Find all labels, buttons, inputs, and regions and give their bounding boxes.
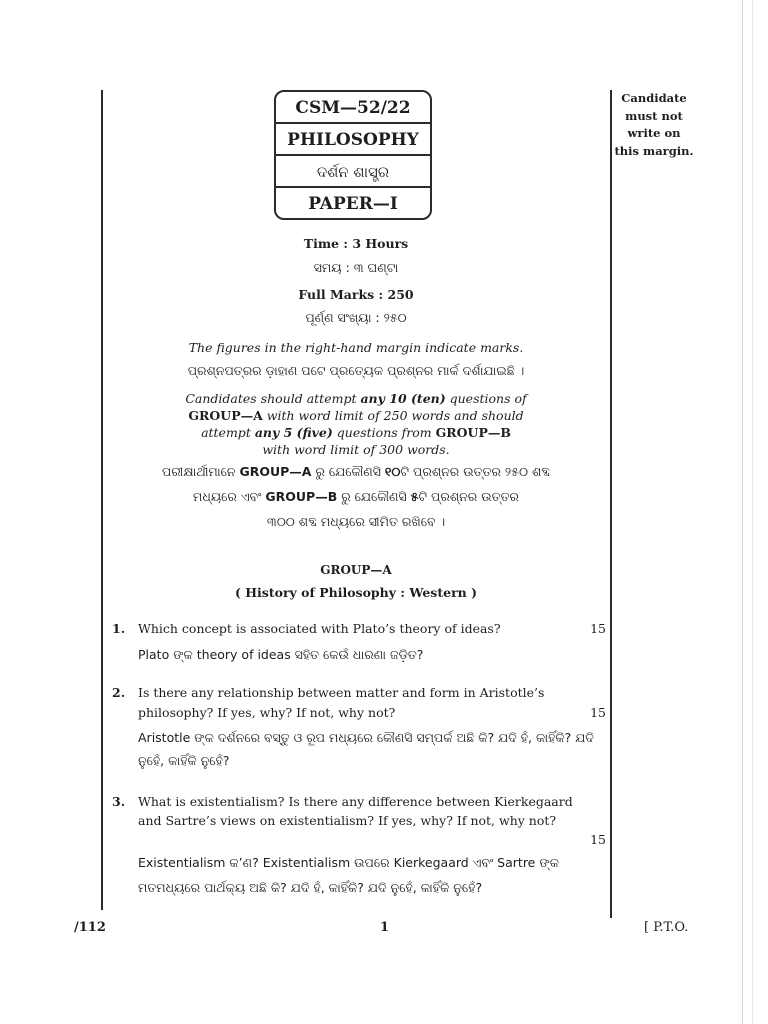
odia-text: ମଧ୍ୟରେ ଏବଂ [193,489,266,504]
odia-text: ଟି ପ୍ରଶ୍ନର ଉତ୍ତର [418,489,519,504]
margin-note-line: write on [627,126,681,140]
attempt-odia-line-3: ୩୦୦ ଶବ୍ଦ ମଧ୍ୟରେ ସୀମିତ ରଖିବେ । [266,514,446,529]
margin-note-line: Candidate [621,91,687,105]
time-en: Time : 3 Hours [303,236,409,251]
question-marks: 15 [590,705,606,720]
figures-note-odia: ପ୍ରଶ୍ନପତ୍ରର ଡ଼ାହାଣ ପଟେ ପ୍ରତ୍ୟେକ ପ୍ରଶ୍ନର ମାର୍କ ଦର୍ଶାଯାଇଛି । [187,363,525,378]
question-marks: 15 [590,832,606,847]
paper-code: CSM—52/22 [276,92,430,124]
left-margin-rule [101,90,103,910]
attempt-odia-line-1 [104,464,608,480]
figures-note-en: The figures in the right-hand margin indicate marks. [188,340,524,355]
marks-odia: ପୂର୍ଣ୍ଣ ସଂଖ୍ୟା : ୨୫୦ [305,310,407,325]
odia-text: ରୁ ଯେକୌଣସି [311,464,385,479]
margin-note-line: this margin. [614,143,694,158]
group-b-ref: GROUP—B [265,489,338,504]
attempt-count-a: any 10 (ten) [360,391,446,406]
question-text: Is there any relationship between matter and form in Aristotle’s [138,685,545,700]
group-a-ref: GROUP—A [239,464,312,479]
page-edge-shadow-outer [752,0,753,1024]
odia-text: ପରୀକ୍ଷାର୍ଥୀମାନେ [161,464,240,479]
margin-note [612,90,696,160]
question-text-odia: Existentialism କ’ଣ? Existentialism ଉପରେ Kierkegaard ଏବଂ Sartre ଙ୍କ [138,855,559,870]
question-text: Which concept is associated with Plato’s theory of ideas? [138,621,501,636]
attempt-count-b: any 5 (five) [254,425,333,440]
group-b-ref: GROUP—B [435,425,511,440]
group-title: GROUP—A [320,563,392,577]
attempt-text: attempt [201,425,255,440]
odia-text: ଟି ପ୍ରଶ୍ନର ଉତ୍ତର ୨୫୦ ଶବ୍ଦ [400,464,551,479]
question-marks: 15 [590,621,606,636]
odia-text: ରୁ ଯେକୌଣସି [337,489,411,504]
pto-note: [ P.T.O. [644,920,689,935]
attempt-odia-line-2 [104,489,608,505]
question-text-odia: Plato ଙ୍କ theory of ideas ସହିତ କେଉଁ ଧାରଣା ଜଡ଼ିତ? [138,647,424,662]
question-text: What is existentialism? Is there any difference between Kierkegaard [138,794,573,809]
question-text-odia: ମତମଧ୍ୟରେ ପାର୍ଥକ୍ୟ ଅଛି କି? ଯଦି ହଁ, କାହିଁକି? ଯଦି ନୁହେଁ, କାହିଁକି ନୁହେଁ? [138,880,483,895]
paper-number: PAPER—I [308,194,398,214]
title-box [274,90,432,220]
odia-count-a: ୧୦ [384,464,401,479]
attempt-line-1 [104,391,608,406]
question-text: philosophy? If yes, why? If not, why not? [138,705,396,720]
time-odia: ସମୟ : ୩ ଘଣ୍ଟା [313,260,399,275]
page-number: 1 [380,920,390,935]
margin-note-line: must not [625,108,683,123]
subject-title-odia: ଦର୍ଶନ ଶାସ୍ତ୍ର [276,156,430,188]
attempt-text: questions of [445,391,527,406]
question-number: 3. [112,794,126,809]
attempt-text: questions from [332,425,436,440]
attempt-line-2 [104,408,608,423]
page-edge-shadow [742,0,743,1024]
right-margin-rule [610,90,612,918]
question-text-odia: ନୁହେଁ, କାହିଁକି ନୁହେଁ? [138,753,230,768]
attempt-text: with word limit of 250 words and should [262,408,524,423]
marks-en: Full Marks : 250 [298,287,414,302]
question-text: and Sartre’s views on existentialism? If yes, why? If not, why not? [138,813,557,828]
attempt-line-4: with word limit of 300 words. [262,442,450,457]
footer-code: /112 [74,920,106,935]
attempt-line-3 [104,425,608,440]
group-subtitle: ( History of Philosophy : Western ) [234,585,478,600]
question-text-odia: Aristotle ଙ୍କ ଦର୍ଶନରେ ବସ୍ତୁ ଓ ରୂପ ମଧ୍ୟରେ କୌଣସି ସମ୍ପର୍କ ଅଛି କି? ଯଦି ହଁ, କାହିଁକି? ଯଦି [138,730,594,745]
question-number: 1. [112,621,126,636]
subject-title: PHILOSOPHY [276,124,430,156]
attempt-text: Candidates should attempt [185,391,361,406]
question-number: 2. [112,685,126,700]
group-a-ref: GROUP—A [188,408,263,423]
odia-count-b: ୫ [410,489,419,504]
